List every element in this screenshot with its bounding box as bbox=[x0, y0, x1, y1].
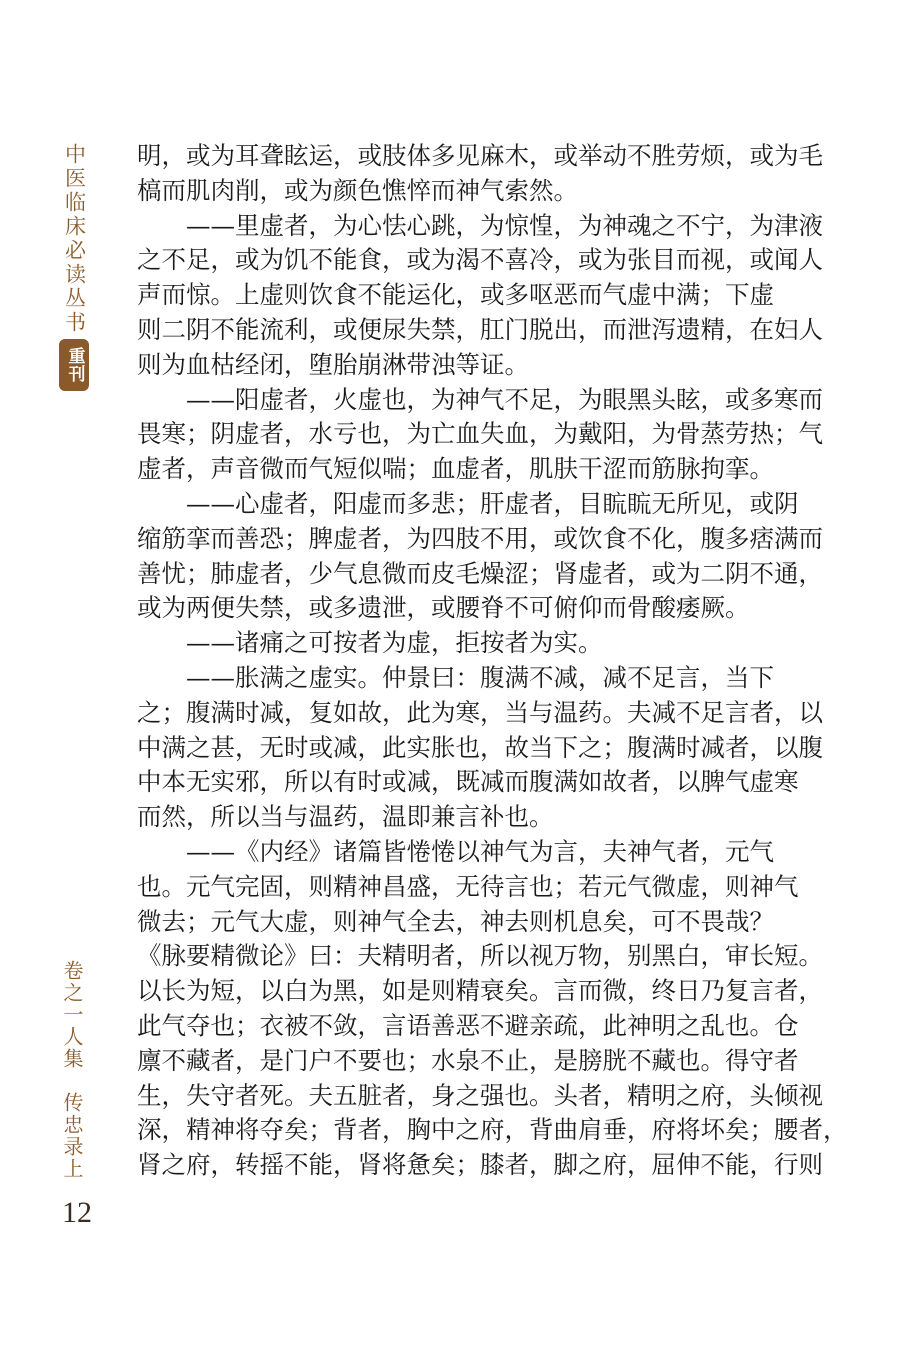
page-number: 12 bbox=[62, 1196, 92, 1229]
text-line: 则为血枯经闭，堕胎崩淋带浊等证。 bbox=[137, 349, 529, 379]
text-line: ——阳虚者，火虚也，为神气不足，为眼黑头眩，或多寒而 bbox=[186, 384, 823, 414]
text-line: 槁而肌肉削，或为颜色憔悴而神气索然。 bbox=[137, 175, 578, 205]
text-line: 或为两便失禁，或多遗泄，或腰脊不可俯仰而骨酸痿厥。 bbox=[137, 593, 750, 623]
series-title: 中医临床必读丛书 bbox=[62, 143, 87, 335]
text-line: 声而惊。上虚则饮食不能运化，或多呕恶而气虚中满；下虚 bbox=[137, 280, 774, 310]
text-line: ——心虚者，阳虚而多悲；肝虚者，目䀮䀮无所见，或阴 bbox=[186, 488, 799, 518]
text-line: 明，或为耳聋眩运，或肢体多见麻木，或举动不胜劳烦，或为毛 bbox=[137, 141, 823, 170]
text-line: 而然，所以当与温药，温即兼言补也。 bbox=[137, 802, 554, 832]
text-line: 也。元气完固，则精神昌盛，无待言也；若元气微虚，则神气 bbox=[137, 871, 799, 901]
text-line: 中满之甚，无时或减，此实胀也，故当下之；腹满时减者，以腹 bbox=[137, 732, 823, 762]
text-line: 以长为短，以白为黑，如是则精衰矣。言而微，终日乃复言者， bbox=[137, 976, 823, 1006]
text-line: 廪不藏者，是门户不要也；水泉不止，是膀胱不藏也。得守者 bbox=[137, 1045, 799, 1075]
text-line: 之；腹满时减，复如故，此为寒，当与温药。夫减不足言者，以 bbox=[137, 697, 823, 727]
volume-chapter-vertical bbox=[62, 960, 82, 1180]
text-line: 中本无实邪，所以有时或减，既减而腹满如故者，以脾气虚寒 bbox=[137, 767, 799, 797]
text-line: 此气夺也；衣被不敛，言语善恶不避亲疏，此神明之乱也。仓 bbox=[137, 1010, 799, 1040]
series-badge-seal bbox=[59, 339, 89, 391]
text-line: ——胀满之虚实。仲景曰：腹满不减，减不足言，当下 bbox=[186, 662, 774, 692]
text-line: 之不足，或为饥不能食，或为渴不喜冷，或为张目而视，或闻人 bbox=[137, 245, 823, 275]
text-line: 善忧；肺虚者，少气息微而皮毛燥涩；肾虚者，或为二阴不通， bbox=[137, 558, 823, 588]
volume-label: 卷之一人集 bbox=[60, 960, 84, 1070]
text-line: ——《内经》诸篇皆惓惓以神气为言，夫神气者，元气 bbox=[186, 836, 774, 866]
text-line: 生，失守者死。夫五脏者，身之强也。头者，精明之府，头倾视 bbox=[137, 1080, 823, 1110]
body-text bbox=[137, 139, 848, 1183]
text-line: 缩筋挛而善恐；脾虚者，为四肢不用，或饮食不化，腹多痞满而 bbox=[137, 523, 823, 553]
text-line: 《脉要精微论》曰：夫精明者，所以视万物，别黑白，审长短。 bbox=[137, 941, 823, 971]
series-badge: 重刊 bbox=[64, 347, 85, 383]
text-line: ——诸痛之可按者为虚，拒按者为实。 bbox=[186, 628, 603, 658]
chapter-label: 传忠录上 bbox=[60, 1092, 84, 1180]
text-line: 虚者，声音微而气短似喘；血虚者，肌肤干涩而筋脉拘挛。 bbox=[137, 454, 774, 484]
text-line: 肾之府，转摇不能，肾将惫矣；膝者，脚之府，屈伸不能，行则 bbox=[137, 1150, 823, 1180]
text-line: 畏寒；阴虚者，水亏也，为亡血失血，为戴阳，为骨蒸劳热；气 bbox=[137, 419, 823, 449]
text-line: 微去；元气大虚，则神气全去，神去则机息矣，可不畏哉？ bbox=[137, 906, 774, 936]
series-title-vertical bbox=[58, 143, 90, 391]
text-line: ——里虚者，为心怯心跳，为惊惶，为神魂之不宁，为津液 bbox=[186, 210, 823, 240]
text-line: 深，精神将夺矣；背者，胸中之府，背曲肩垂，府将坏矣；腰者， bbox=[137, 1115, 848, 1145]
text-line: 则二阴不能流利，或便尿失禁，肛门脱出，而泄泻遗精，在妇人 bbox=[137, 314, 823, 344]
